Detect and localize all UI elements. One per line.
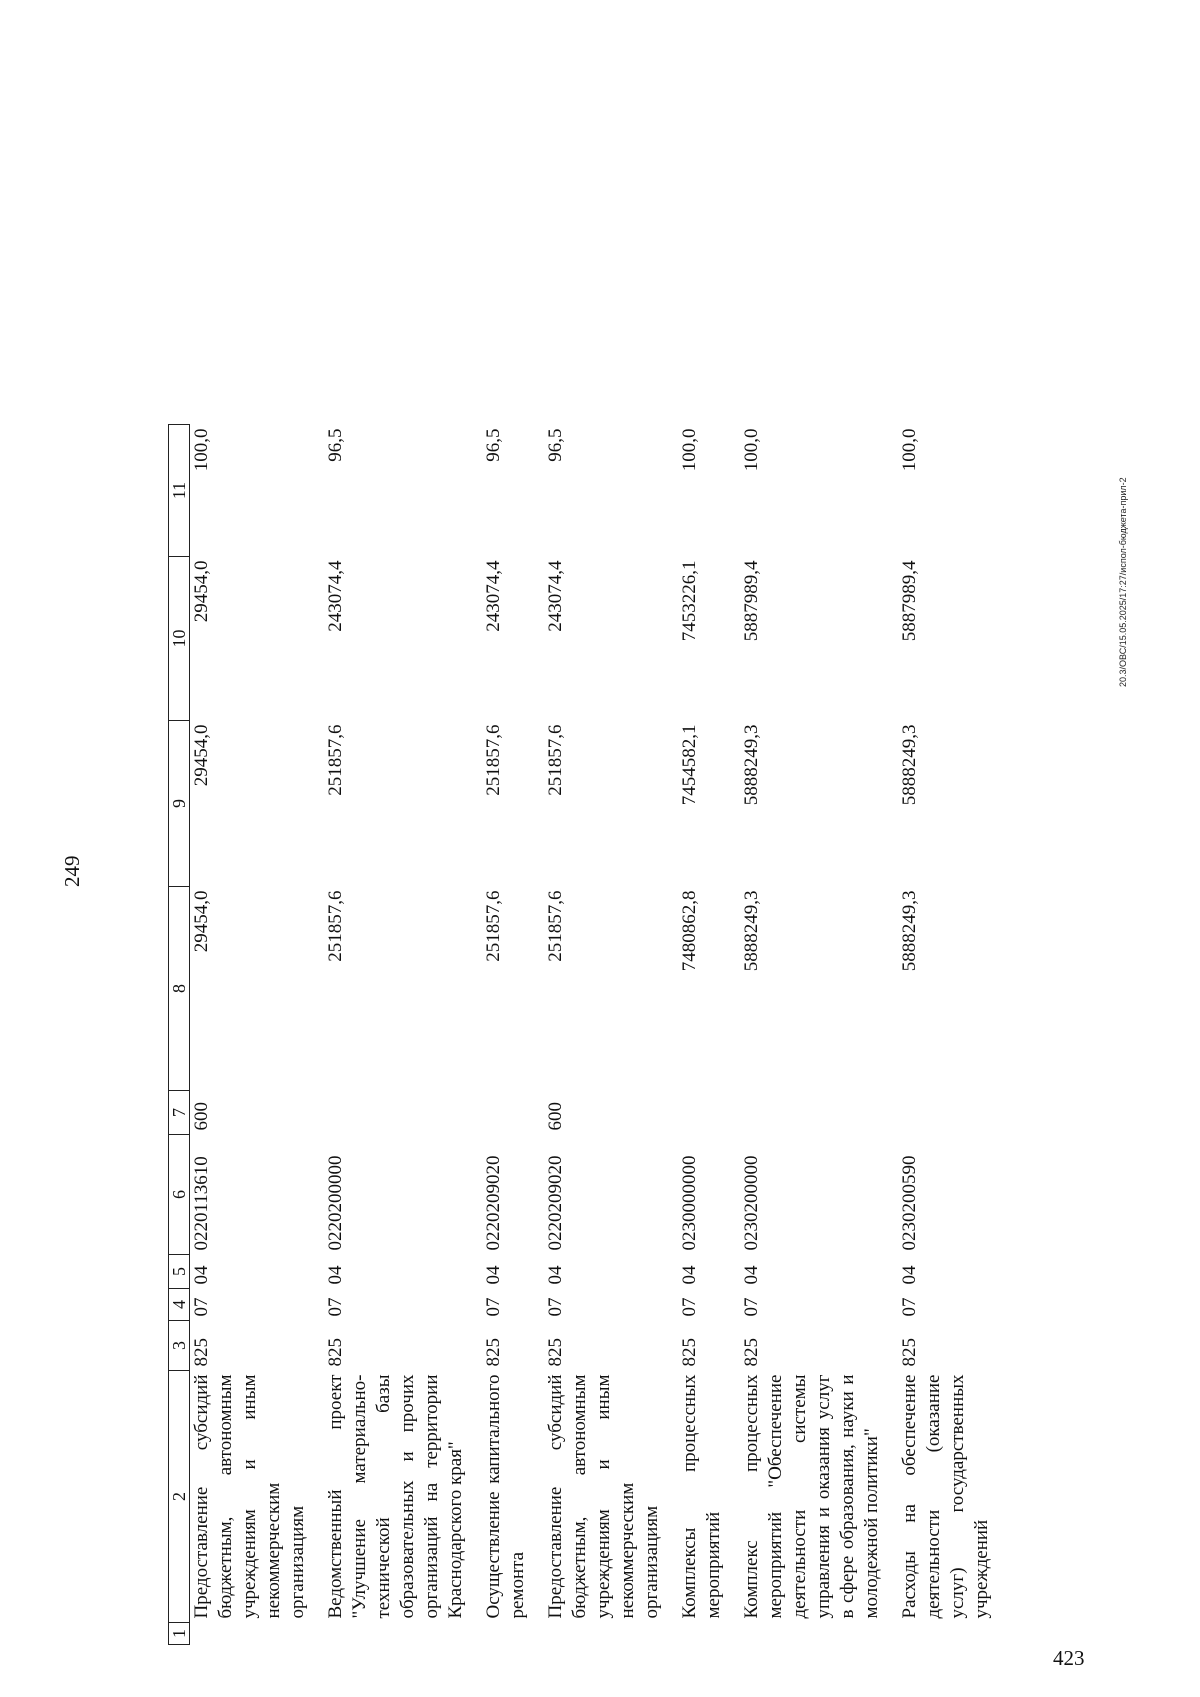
cell-expense-type: 600 <box>545 1102 566 1131</box>
cell-description: Комплексы процессных мероприятий <box>679 1374 724 1619</box>
cell-index <box>678 1623 740 1645</box>
cell-description: Осуществление капитального ремонта <box>483 1374 528 1619</box>
cell-index <box>898 1623 1008 1645</box>
cell-executed: 29454,0 <box>191 560 212 623</box>
cell-target-article: 0220209020 <box>483 1155 504 1251</box>
cell-approved: 5888249,3 <box>741 890 762 972</box>
cell-subsection: 04 <box>545 1265 566 1285</box>
header-col-11: 11 <box>169 425 190 557</box>
cell-percent: 96,5 <box>325 428 346 462</box>
cell-target-article: 0220200000 <box>325 1155 346 1251</box>
cell-expense-type <box>324 1091 482 1135</box>
cell-section: 07 <box>741 1297 762 1317</box>
cell-index <box>740 1623 898 1645</box>
cell-target-article: 0220209020 <box>545 1155 566 1251</box>
cell-executed: 5887989,4 <box>741 560 762 642</box>
cell-section: 07 <box>325 1297 346 1317</box>
cell-executed: 243074,4 <box>545 560 566 632</box>
cell-ministry-code: 825 <box>191 1338 212 1367</box>
header-col-7: 7 <box>169 1091 190 1135</box>
cell-approved: 251857,6 <box>325 890 346 962</box>
table-row <box>740 425 898 1645</box>
cell-planned: 5888249,3 <box>899 724 920 806</box>
cell-percent: 100,0 <box>679 428 700 472</box>
cell-planned: 251857,6 <box>325 724 346 796</box>
cell-ministry-code: 825 <box>325 1338 346 1367</box>
cell-ministry-code: 825 <box>545 1338 566 1367</box>
table-row <box>678 425 740 1645</box>
table-row <box>190 425 325 1645</box>
header-row <box>169 425 190 1645</box>
page-number-corner: 423 <box>1053 1646 1085 1670</box>
cell-approved: 7480862,8 <box>679 890 700 972</box>
header-col-2: 2 <box>169 1371 190 1623</box>
cell-percent: 96,5 <box>483 428 504 462</box>
cell-planned: 7454582,1 <box>679 724 700 806</box>
cell-approved: 5888249,3 <box>899 890 920 972</box>
header-col-6: 6 <box>169 1135 190 1255</box>
cell-planned: 251857,6 <box>483 724 504 796</box>
document-footer-code: 20.3/ОВС/15.05.2025/17:27/испол-бюджета-прил-2 <box>1118 477 1128 687</box>
cell-description: Расходы на обеспечение деятельности (оказание услуг) государственных учреждений <box>899 1374 992 1619</box>
cell-subsection: 04 <box>899 1265 920 1285</box>
page-number-top: 249 <box>60 855 84 887</box>
header-col-3: 3 <box>169 1321 190 1371</box>
cell-planned: 251857,6 <box>545 724 566 796</box>
cell-target-article: 0230200000 <box>741 1155 762 1251</box>
cell-percent: 96,5 <box>545 428 566 462</box>
cell-approved: 251857,6 <box>545 890 566 962</box>
header-col-4: 4 <box>169 1289 190 1321</box>
cell-subsection: 04 <box>483 1265 504 1285</box>
cell-section: 07 <box>899 1297 920 1317</box>
budget-execution-table <box>168 424 1008 1645</box>
cell-subsection: 04 <box>325 1265 346 1285</box>
cell-section: 07 <box>191 1297 212 1317</box>
cell-index <box>324 1623 482 1645</box>
table-row <box>324 425 482 1645</box>
header-col-5: 5 <box>169 1255 190 1289</box>
cell-expense-type <box>678 1091 740 1135</box>
cell-approved: 29454,0 <box>191 890 212 953</box>
cell-section: 07 <box>483 1297 504 1317</box>
cell-target-article: 0220113610 <box>191 1156 212 1251</box>
header-col-1: 1 <box>169 1623 190 1645</box>
cell-index <box>482 1623 544 1645</box>
cell-expense-type <box>482 1091 544 1135</box>
cell-description: Ведомственный проект "Улучшение материально-технической базы образовательных и прочих организаций на территории Краснодарского края" <box>325 1374 466 1619</box>
cell-subsection: 04 <box>191 1265 212 1285</box>
cell-description: Предоставление субсидий бюджетным, автономным учреждениям и иным некоммерческим организациям <box>191 1374 308 1619</box>
cell-ministry-code: 825 <box>483 1338 504 1367</box>
cell-subsection: 04 <box>741 1265 762 1285</box>
cell-index <box>544 1623 678 1645</box>
cell-ministry-code: 825 <box>741 1338 762 1367</box>
cell-executed: 243074,4 <box>325 560 346 632</box>
cell-section: 07 <box>679 1297 700 1317</box>
table-row <box>482 425 544 1645</box>
cell-executed: 5887989,4 <box>899 560 920 642</box>
table-row <box>544 425 678 1645</box>
cell-expense-type <box>740 1091 898 1135</box>
cell-section: 07 <box>545 1297 566 1317</box>
cell-index <box>190 1623 325 1645</box>
header-col-8: 8 <box>169 887 190 1091</box>
table-row <box>898 425 1008 1645</box>
cell-target-article: 0230000000 <box>679 1155 700 1251</box>
cell-executed: 7453226,1 <box>679 560 700 642</box>
cell-description: Комплекс процессных мероприятий "Обеспечение деятельности системы управления и оказания услуг в сфере образования, науки и молодежной политики" <box>741 1374 882 1619</box>
cell-percent: 100,0 <box>191 428 212 472</box>
cell-subsection: 04 <box>679 1265 700 1285</box>
cell-ministry-code: 825 <box>679 1338 700 1367</box>
cell-approved: 251857,6 <box>483 890 504 962</box>
header-col-10: 10 <box>169 557 190 721</box>
cell-description: Предоставление субсидий бюджетным, автономным учреждениям и иным некоммерческим организациям <box>545 1374 662 1619</box>
cell-planned: 5888249,3 <box>741 724 762 806</box>
cell-expense-type <box>898 1091 1008 1135</box>
cell-percent: 100,0 <box>899 428 920 472</box>
header-col-9: 9 <box>169 721 190 887</box>
cell-ministry-code: 825 <box>899 1338 920 1367</box>
cell-planned: 29454,0 <box>191 724 212 787</box>
cell-executed: 243074,4 <box>483 560 504 632</box>
cell-expense-type: 600 <box>191 1102 212 1131</box>
cell-target-article: 0230200590 <box>899 1155 920 1251</box>
cell-percent: 100,0 <box>741 428 762 472</box>
